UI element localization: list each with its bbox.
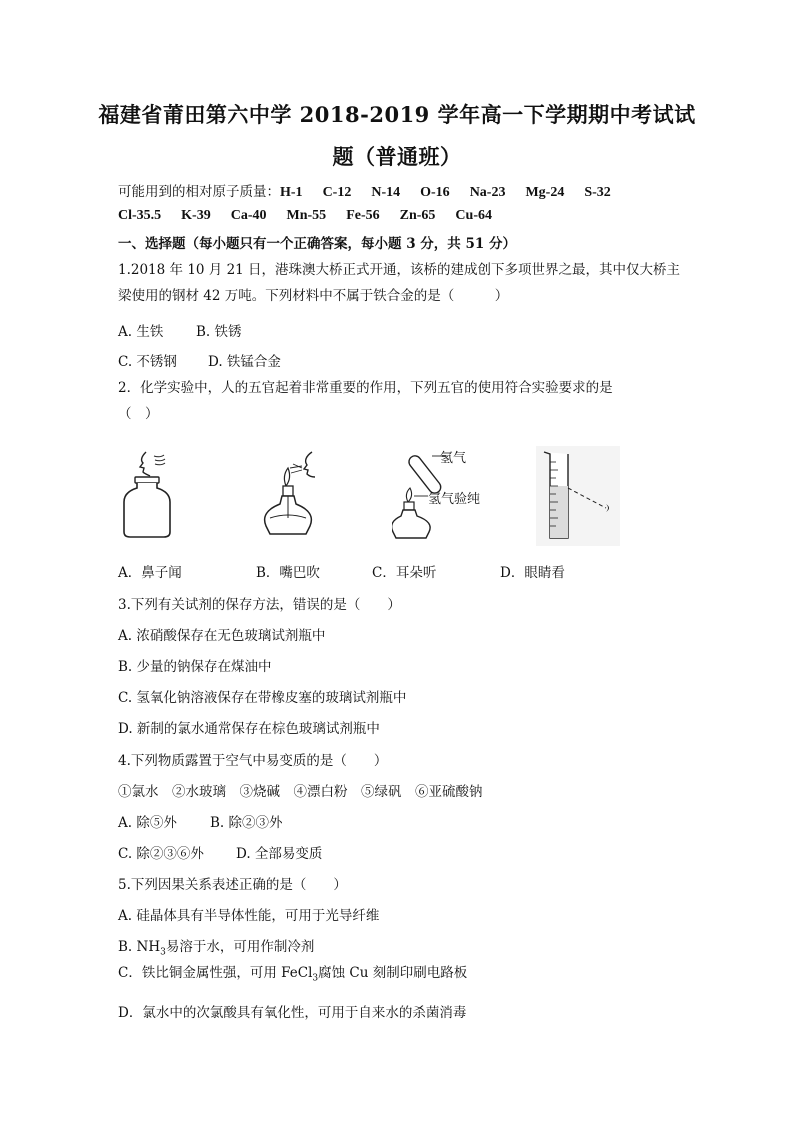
q3-option-b: B. 少量的钠保存在煤油中 (118, 659, 272, 675)
section-heading: 一、选择题（每小题只有一个正确答案，每小题 3 分，共 51 分） (118, 236, 516, 252)
q2-option-d: D．眼睛看 (500, 565, 565, 581)
atom-mass: Zn-65 (399, 208, 436, 223)
atom-mass: Cu-64 (455, 208, 492, 223)
q5-option-d: D．氯水中的次氯酸具有氧化性，可用于自来水的杀菌消毒 (118, 1005, 467, 1021)
q4-items: ①氯水 ②水玻璃 ③烧碱 ④漂白粉 ⑤绿矾 ⑥亚硫酸钠 (118, 784, 483, 800)
q5-stem: 5.下列因果关系表述正确的是（ ） (118, 877, 347, 893)
q1-stem-line1: 1.2018 年 10 月 21 日，港珠澳大桥正式开通，该桥的建成创下多项世界之最，其中仅大桥主 (118, 262, 681, 278)
atomic-mass-row2 (118, 207, 512, 224)
atom-mass: N-14 (371, 185, 401, 200)
figure-label-hydrogen-test: 氢气验纯 (428, 492, 481, 507)
q5-option-c (118, 961, 467, 984)
atomic-mass-label: 可能用到的相对原子质量： (118, 184, 280, 200)
atom-mass: Na-23 (469, 185, 506, 200)
atom-mass: O-16 (420, 185, 450, 200)
q4-option-c: C. 除②③⑥外 (118, 846, 204, 862)
atom-mass: C-12 (322, 185, 352, 200)
q1-option-c: C. 不锈钢 (118, 354, 177, 370)
q1-option-d: D. 铁锰合金 (208, 354, 281, 370)
exam-title-line2: 题（普通班） (332, 144, 462, 169)
q3-option-c: C. 氢氧化钠溶液保存在带橡皮塞的玻璃试剂瓶中 (118, 690, 407, 706)
atomic-mass-row1 (118, 180, 631, 201)
q5-option-b (118, 935, 314, 958)
q1-options-row2 (118, 350, 281, 370)
atom-mass: S-32 (584, 185, 611, 200)
atom-mass: Fe-56 (346, 208, 380, 223)
figure-mouth-blow-lamp (260, 446, 332, 541)
atom-mass: Mg-24 (525, 185, 565, 200)
atom-mass: Ca-40 (230, 208, 267, 223)
q3-option-a: A. 浓硝酸保存在无色玻璃试剂瓶中 (118, 628, 326, 644)
q4-option-b: B. 除②③外 (210, 815, 283, 831)
q5-option-c-text: 腐蚀 Cu 刻制印刷电路板 (318, 965, 468, 981)
q5-option-b-text: 易溶于水，可用作制冷剂 (165, 939, 315, 955)
q2-option-c: C．耳朵听 (372, 565, 437, 581)
q2-option-b: B．嘴巴吹 (256, 565, 320, 581)
q5-option-b-subscript: 3 (160, 947, 166, 958)
q5-option-c-subscript: 3 (312, 973, 319, 984)
q4-option-a: A. 除⑤外 (118, 815, 177, 831)
q3-option-d: D. 新制的氯水通常保存在棕色玻璃试剂瓶中 (118, 721, 380, 737)
q5-option-c-prefix: C．铁比铜金属性强，可用 FeCl (118, 965, 313, 981)
q1-stem-line2: 梁使用的钢材 42 万吨。下列材料中不属于铁合金的是（ ） (118, 288, 509, 304)
q4-options-row1 (118, 811, 283, 831)
atom-mass: Mn-55 (286, 208, 327, 223)
q1-option-a: A. 生铁 (118, 324, 164, 340)
q2-option-a: A．鼻子闻 (118, 565, 182, 581)
q2-stem-line2: （ ） (118, 406, 159, 422)
atom-mass: Cl-35.5 (118, 208, 162, 223)
q3-stem: 3.下列有关试剂的保存方法，错误的是（ ） (118, 597, 401, 613)
figure-eye-read-cylinder (536, 446, 620, 546)
q4-option-d: D. 全部易变质 (236, 846, 323, 862)
q4-options-row2 (118, 842, 322, 862)
q5-option-a: A. 硅晶体具有半导体性能，可用于光导纤维 (118, 908, 380, 924)
q1-option-b: B. 铁锈 (196, 324, 242, 340)
q1-options-row1 (118, 320, 242, 340)
exam-title-line1: 福建省莆田第六中学 2018-2019 学年高一下学期期中考试试 (98, 102, 696, 127)
figure-nose-smell (118, 446, 180, 541)
figure-label-hydrogen: 氢气 (440, 451, 467, 466)
q5-option-b-prefix: B. NH (118, 939, 161, 955)
atom-mass: H-1 (280, 185, 303, 200)
q2-stem-line1: 2．化学实验中，人的五官起着非常重要的作用，下列五官的使用符合实验要求的是 (118, 380, 613, 396)
q4-stem: 4.下列物质露置于空气中易变质的是（ ） (118, 753, 388, 769)
q2-options (118, 561, 565, 581)
atom-mass: K-39 (181, 208, 211, 223)
